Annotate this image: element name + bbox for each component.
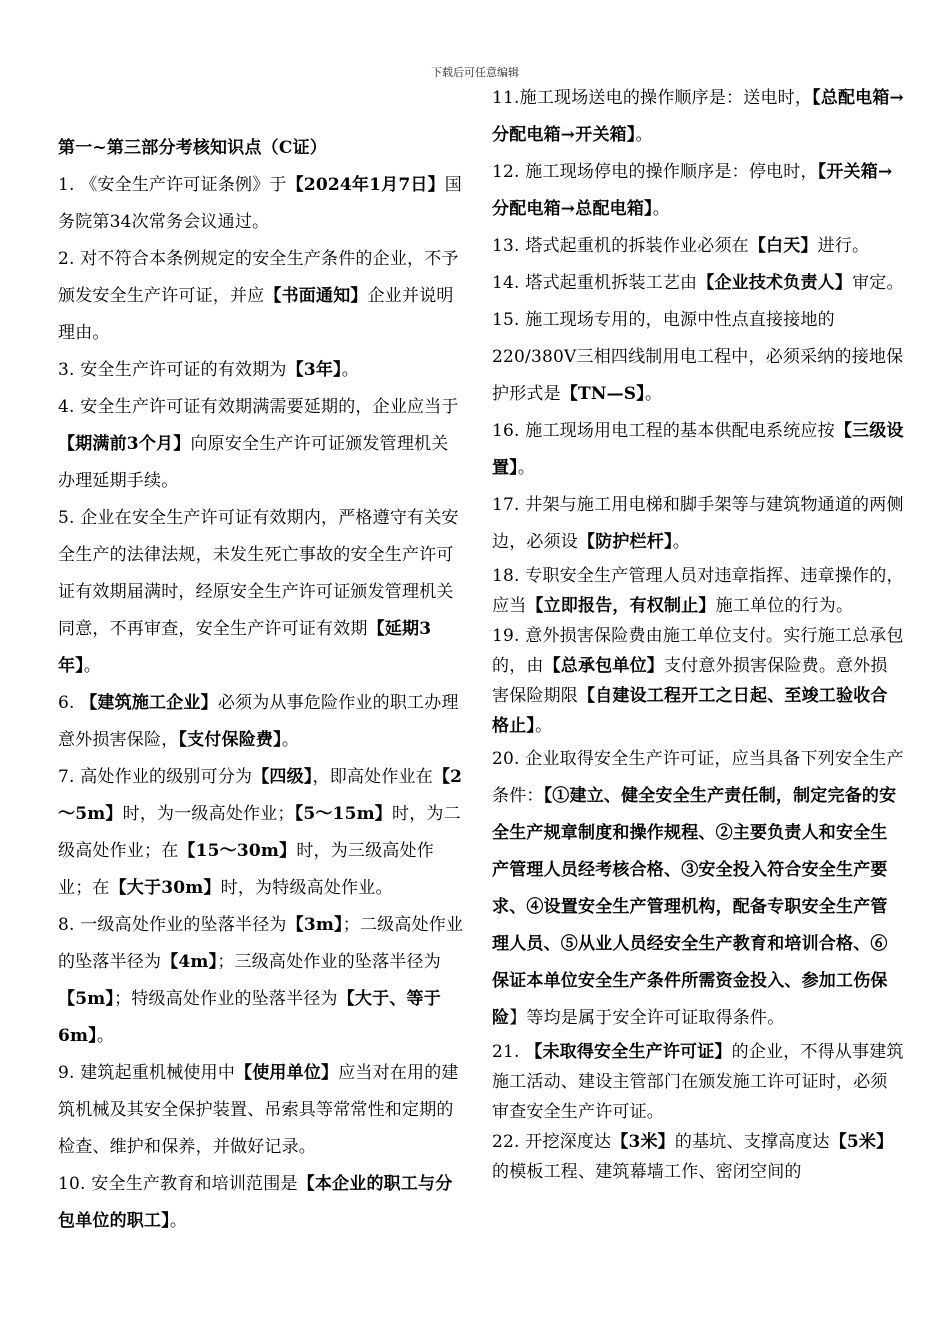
item-text: 15. 施工现场专用的，电源中性点直接接地的220/380V三相四线制用电工程中，必须采纳的接地保护形式是 (492, 310, 904, 404)
item-text: 14. 塔式起重机拆装工艺由 (492, 273, 698, 293)
key-answer: 【5米】 (829, 1132, 894, 1152)
item-text: 时，为特级高处作业。 (220, 878, 393, 898)
right-knowledge-item (492, 1127, 904, 1187)
item-text: 。 (96, 1026, 115, 1046)
left-knowledge-item (58, 241, 464, 352)
left-knowledge-item (58, 907, 464, 1055)
item-text: 。 (652, 199, 670, 219)
item-text: 4. 安全生产许可证有效期满需要延期的，企业应当于 (58, 397, 459, 417)
key-answer: 【3年】 (286, 360, 342, 380)
section-title: 第一~第三部分考核知识点（C证） (58, 138, 327, 158)
item-text: 支付意外损害保险费。意外损害保险期限 (492, 656, 888, 706)
key-answer: 【15～30m】 (178, 841, 297, 861)
item-text: 。 (83, 656, 102, 676)
item-text: 1. 《安全生产许可证条例》于 (58, 175, 287, 195)
right-knowledge-item (492, 561, 904, 621)
item-text: 21. (492, 1042, 526, 1062)
key-answer: 【建筑施工企业】 (80, 693, 218, 713)
item-text: ；二级高处作业的坠落半径为 (58, 915, 464, 972)
right-knowledge-item (492, 154, 904, 228)
item-text: 。 (672, 532, 690, 552)
item-text: 的基坑、支撑高度达 (674, 1132, 830, 1152)
key-answer: 【未取得安全生产许可证】 (525, 1042, 732, 1062)
key-answer: 【使用单位】 (235, 1063, 339, 1083)
key-answer: 【①建立、健全安全生产责任制，制定完备的安全生产规章制度和操作规程、②主要负责人和安全生产管理人员经考核合格、③安全投入符合安全生产要求、④设置安全生产管理机构，配备专职安全生产管理人员、⑤从业人员经安全生产教育和培训合格、⑥保证本单位安全生产条件所需资金投入、参加工伤保险 (492, 786, 897, 1028)
key-answer: 【4m】 (161, 952, 218, 972)
item-text: 企业并说明理由。 (58, 286, 454, 343)
item-text: 。 (517, 458, 536, 478)
item-text: 6. (58, 693, 81, 713)
left-knowledge-item (58, 500, 464, 685)
item-text: 。 (169, 1211, 188, 1231)
item-text: 的模板工程、建筑幕墙工作、密闭空间的 (492, 1162, 802, 1182)
item-text: 22. 开挖深度达 (492, 1132, 612, 1152)
item-text: 。 (535, 716, 553, 736)
left-knowledge-item (58, 759, 464, 907)
item-text: 时，为二级高处作业；在 (58, 804, 461, 861)
left-knowledge-item (58, 1055, 464, 1166)
item-text: 8. 一级高处作业的坠落半径为 (58, 915, 287, 935)
item-text: ；三级高处作业的坠落半径为 (217, 952, 441, 972)
right-knowledge-item (492, 413, 904, 487)
key-answer: 【三级设置】 (492, 421, 904, 478)
item-text: 施工单位的行为。 (715, 596, 854, 616)
right-knowledge-item (492, 1037, 904, 1127)
key-answer: 【2～5m】 (58, 767, 463, 824)
item-text: ；特级高处作业的坠落半径为 (114, 989, 338, 1009)
right-knowledge-item (492, 265, 904, 302)
item-text: 进行。 (817, 236, 870, 256)
item-text: 12. 施工现场停电的操作顺序是：停电时， (492, 162, 818, 182)
item-text: 时，为一级高处作业； (122, 804, 295, 824)
key-answer: 【总承包单位】 (543, 656, 665, 676)
key-answer: 【大于、等于6m】 (58, 989, 441, 1046)
key-answer: 【开关箱→分配电箱→总配电箱】 (492, 162, 893, 219)
item-text: 2. 对不符合本条例规定的安全生产条件的企业，不予颁发安全生产许可证，并应 (58, 249, 459, 306)
item-text: 必须为从事危险作业的职工办理意外损害保险， (58, 693, 459, 750)
item-text: 11.施工现场送电的操作顺序是：送电时， (492, 88, 813, 108)
key-answer: 【四级】 (252, 767, 313, 787)
item-text: 17. 井架与施工用电梯和脚手架等与建筑物通道的两侧边，必须设 (492, 495, 904, 552)
key-answer: 【自建设工程开工之日起、至竣工验收合格止】 (492, 686, 888, 736)
item-text: 。 (281, 730, 300, 750)
item-text: 16. 施工现场用电工程的基本供配电系统应按 (492, 421, 835, 441)
key-answer: 【3米】 (611, 1132, 675, 1152)
item-text: 向原安全生产许可证颁发管理机关办理延期手续。 (58, 434, 449, 491)
key-answer: 【3m】 (286, 915, 343, 935)
left-knowledge-item (58, 1166, 464, 1240)
item-text: 9. 建筑起重机械使用中 (58, 1063, 236, 1083)
item-text: 国务院第34次常务会议通过。 (58, 175, 462, 232)
key-answer: 【期满前3个月】 (58, 434, 191, 454)
right-column (492, 80, 904, 1187)
key-answer: 【支付保险费】 (178, 730, 282, 750)
item-text: 3. 安全生产许可证的有效期为 (58, 360, 287, 380)
item-text: 。 (635, 125, 653, 145)
item-text: 5. 企业在安全生产许可证有效期内，严格遵守有关安全生产的法律法规，未发生死亡事故的安全生产许可证有效期届满时，经原安全生产许可证颁发管理机关同意，不再审查，安全生产许可证有效期 (58, 508, 459, 639)
key-answer: 【立即报告，有权制止】 (526, 596, 716, 616)
key-answer: 【本企业的职工与分包单位的职工】 (58, 1174, 453, 1231)
key-answer: 【白天】 (748, 236, 818, 256)
key-answer: 【TN—S】 (560, 384, 645, 404)
item-text: 应当对在用的建筑机械及其安全保护装置、吊索具等常常性和定期的检查、维护和保养，并做好记录。 (58, 1063, 459, 1157)
item-text: 7. 高处作业的级别可分为 (58, 767, 253, 787)
item-text: 20. 企业取得安全生产许可证，应当具备下列安全生产条件： (492, 749, 904, 806)
item-text: 10. 安全生产教育和培训范围是 (58, 1174, 298, 1194)
key-answer: 【5m】 (58, 989, 115, 1009)
right-knowledge-item (492, 302, 904, 413)
key-answer: 【企业技术负责人】 (697, 273, 853, 293)
key-answer: 【5～15m】 (294, 804, 392, 824)
left-knowledge-item (58, 167, 464, 241)
left-knowledge-item (58, 685, 464, 759)
item-text: 时，为三级高处作业；在 (58, 841, 434, 898)
key-answer: 【总配电箱→分配电箱→开关箱】 (492, 88, 904, 145)
key-answer: 【防护栏杆】 (578, 532, 673, 552)
right-knowledge-item (492, 487, 904, 561)
item-text: ，即高处作业在 (312, 767, 433, 787)
left-item-list (58, 167, 464, 1240)
right-knowledge-item (492, 621, 904, 741)
right-knowledge-item (492, 80, 904, 154)
item-text: 的企业，不得从事建筑施工活动、建设主管部门在颁发施工许可证时，必须审查安全生产许可证。 (492, 1042, 904, 1122)
key-answer: 【大于30m】 (109, 878, 221, 898)
item-text: 。 (644, 384, 663, 404)
page-header: 下载后可任意编辑 (431, 66, 519, 79)
item-text: 18. 专职安全生产管理人员对违章指挥、违章操作的，应当 (492, 566, 904, 616)
item-text: 】等均是属于安全许可证取得条件。 (509, 1008, 785, 1028)
item-text: 19. 意外损害保险费由施工单位支付。实行施工总承包的，由 (492, 626, 904, 676)
left-column (58, 130, 464, 1240)
right-knowledge-item (492, 741, 904, 1037)
key-answer: 【书面通知】 (264, 286, 368, 306)
right-item-list (492, 80, 904, 1187)
left-knowledge-item (58, 389, 464, 500)
left-knowledge-item (58, 352, 464, 389)
item-text: 。 (341, 360, 359, 380)
key-answer: 【延期3年】 (58, 619, 432, 676)
right-knowledge-item (492, 228, 904, 265)
key-answer: 【2024年1月7日】 (286, 175, 445, 195)
item-text: 13. 塔式起重机的拆装作业必须在 (492, 236, 749, 256)
item-text: 审定。 (852, 273, 904, 293)
